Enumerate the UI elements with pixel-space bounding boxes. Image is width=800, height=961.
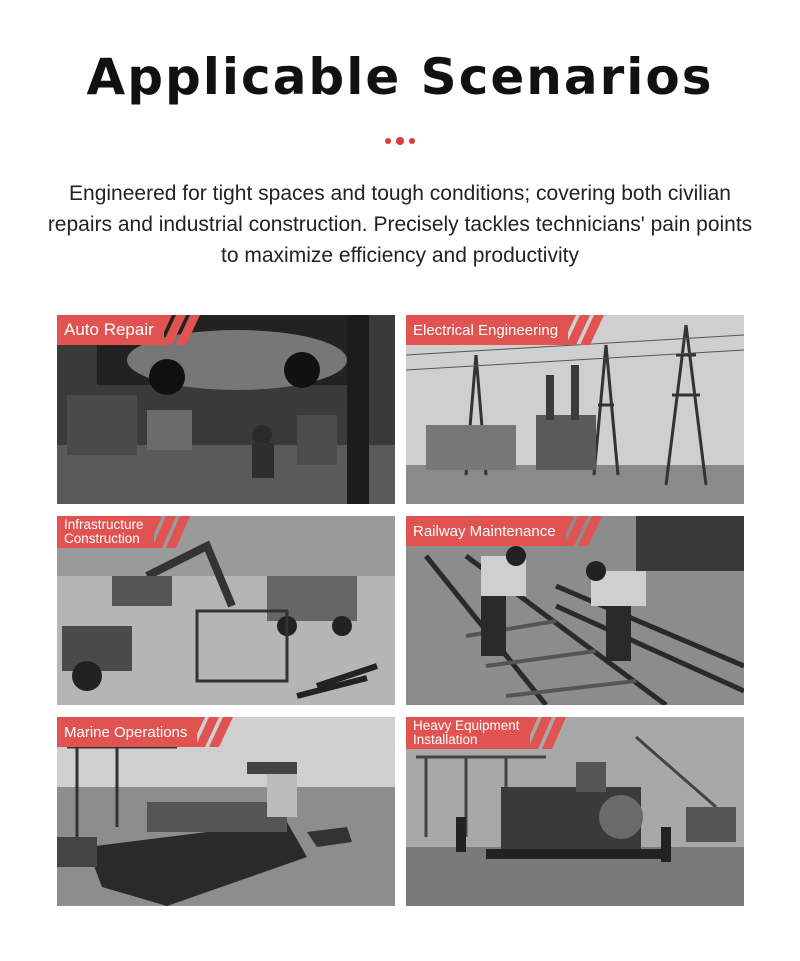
scenario-label: Railway Maintenance [406,516,566,546]
scenario-label [57,516,154,548]
scenario-grid [57,315,744,906]
scenario-card-electrical-engineering [406,315,744,504]
scenario-banner [406,717,578,749]
scenario-label-line: Heavy Equipment [413,718,520,733]
scenario-banner [406,516,614,546]
scenario-banner [57,516,202,548]
dot-icon [409,138,415,144]
scenario-card-infrastructure-construction [57,516,395,705]
scenario-card-marine-operations [57,717,395,906]
scenario-label-line: Construction [64,531,140,546]
stripes-icon [568,315,616,345]
scenario-label: Marine Operations [57,717,197,747]
scenario-label [406,717,530,749]
stripes-icon [566,516,614,546]
stripes-icon [154,516,202,548]
scenario-label: Electrical Engineering [406,315,568,345]
page-title: Applicable Scenarios [86,48,714,106]
scenario-banner [57,315,212,345]
dot-icon [396,137,404,145]
stripes-icon [197,717,245,747]
dot-icon [385,138,391,144]
scenario-label-line: Infrastructure [64,517,144,532]
scenario-label-line: Installation [413,732,478,747]
scenario-card-railway-maintenance [406,516,744,705]
scenario-label: Auto Repair [57,315,164,345]
decorative-dots [0,137,800,145]
stripes-icon [164,315,212,345]
scenario-banner [406,315,616,345]
stripes-icon [530,717,578,749]
scenario-banner [57,717,245,747]
page-subtitle: Engineered for tight spaces and tough conditions; covering both civilian repairs and industrial construction. Precisely tackles technicians' pain points to maximize efficiency and productivity [47,182,753,267]
scenario-card-auto-repair [57,315,395,504]
scenario-card-heavy-equipment-installation [406,717,744,906]
